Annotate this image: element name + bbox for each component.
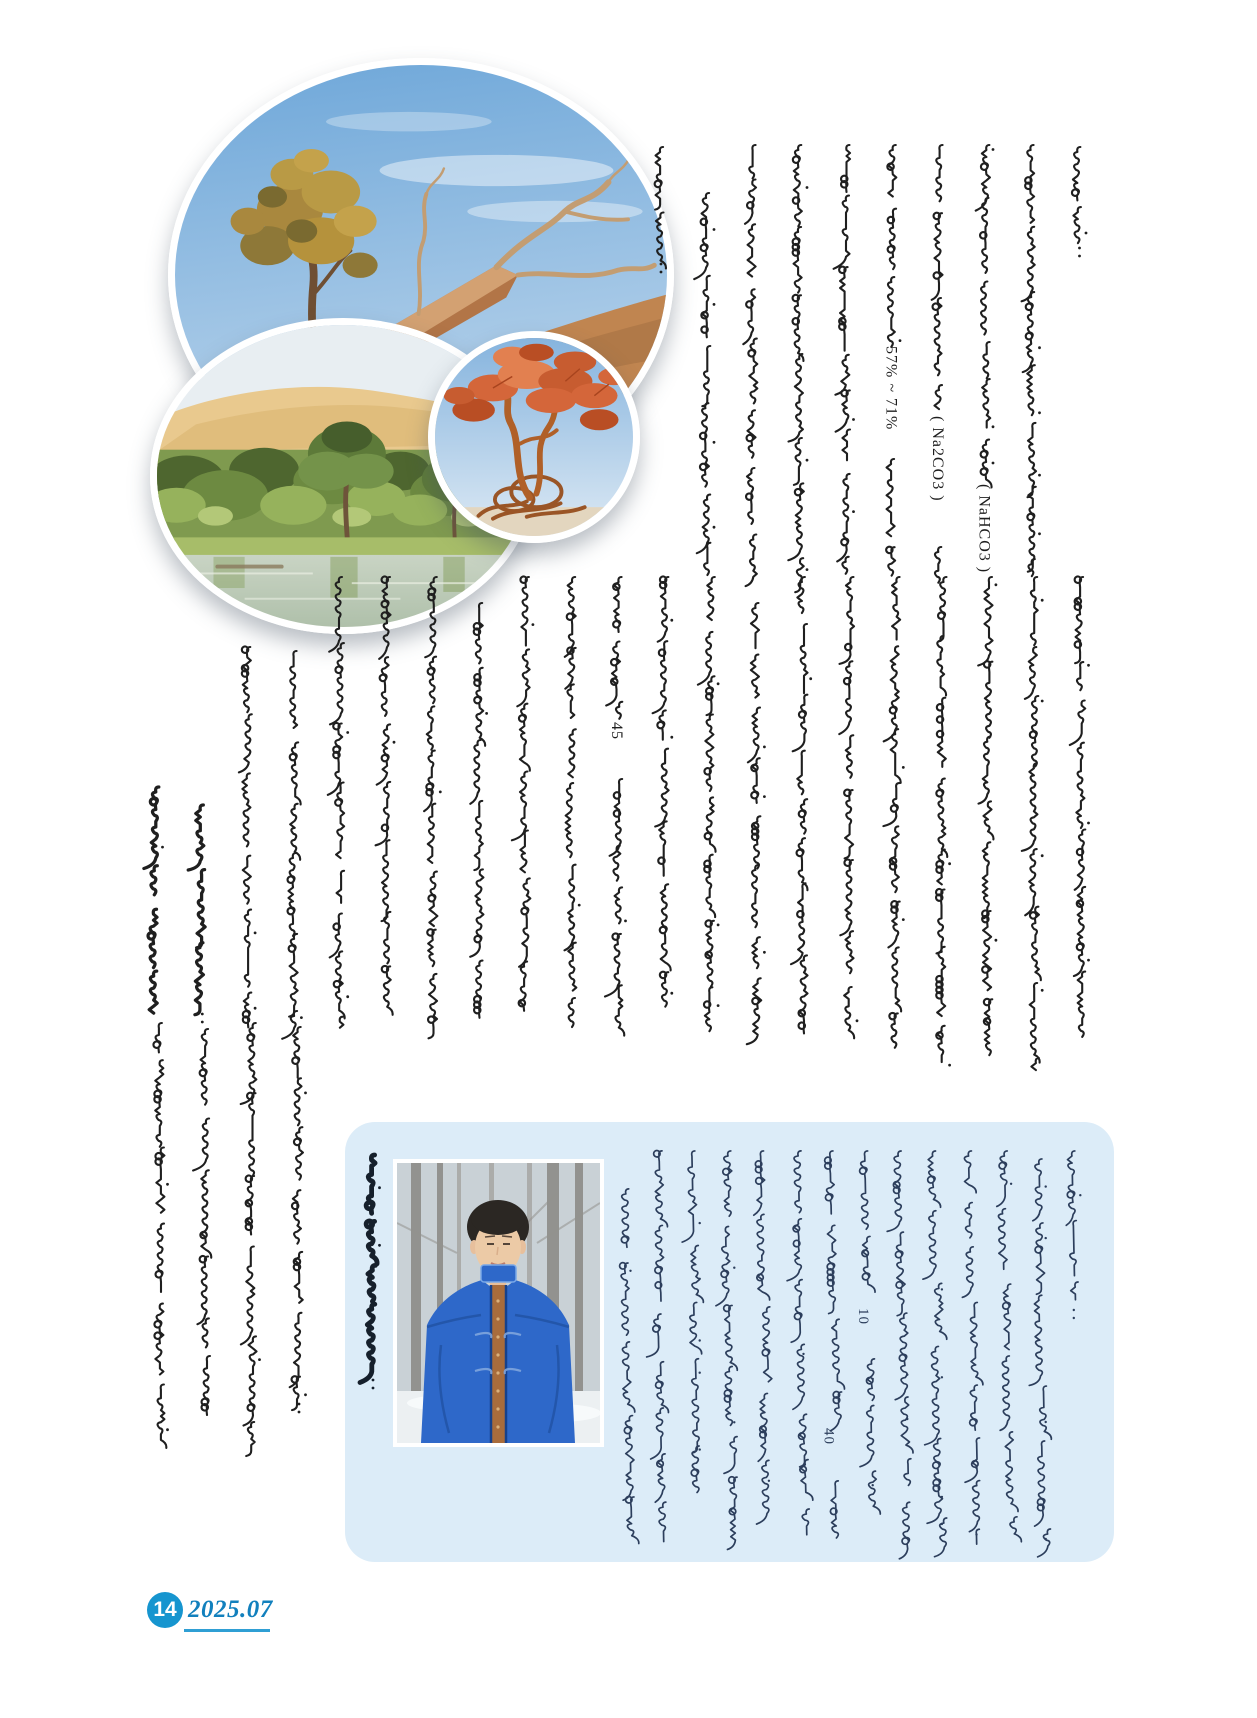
embedded-fragment: 57% ~ 71% — [882, 346, 900, 431]
red-poplar-photo — [428, 331, 640, 543]
embedded-fragment: 45 — [608, 722, 625, 740]
author-portrait-illustration — [397, 1163, 600, 1443]
footer-underline — [184, 1629, 270, 1632]
embedded-fragment: 10 — [855, 1308, 872, 1325]
embedded-fragment: 40 — [820, 1428, 837, 1445]
red-tree-illustration — [435, 338, 633, 536]
issue-date: 2025.07 — [188, 1596, 273, 1623]
page-number-badge — [147, 1592, 183, 1628]
embedded-fragment: ( Na2CO3 ) — [929, 416, 946, 502]
embedded-fragment: ( NaHCO3 ) — [975, 484, 993, 574]
page-number: 14 — [153, 1598, 177, 1621]
author-photo — [393, 1159, 604, 1447]
